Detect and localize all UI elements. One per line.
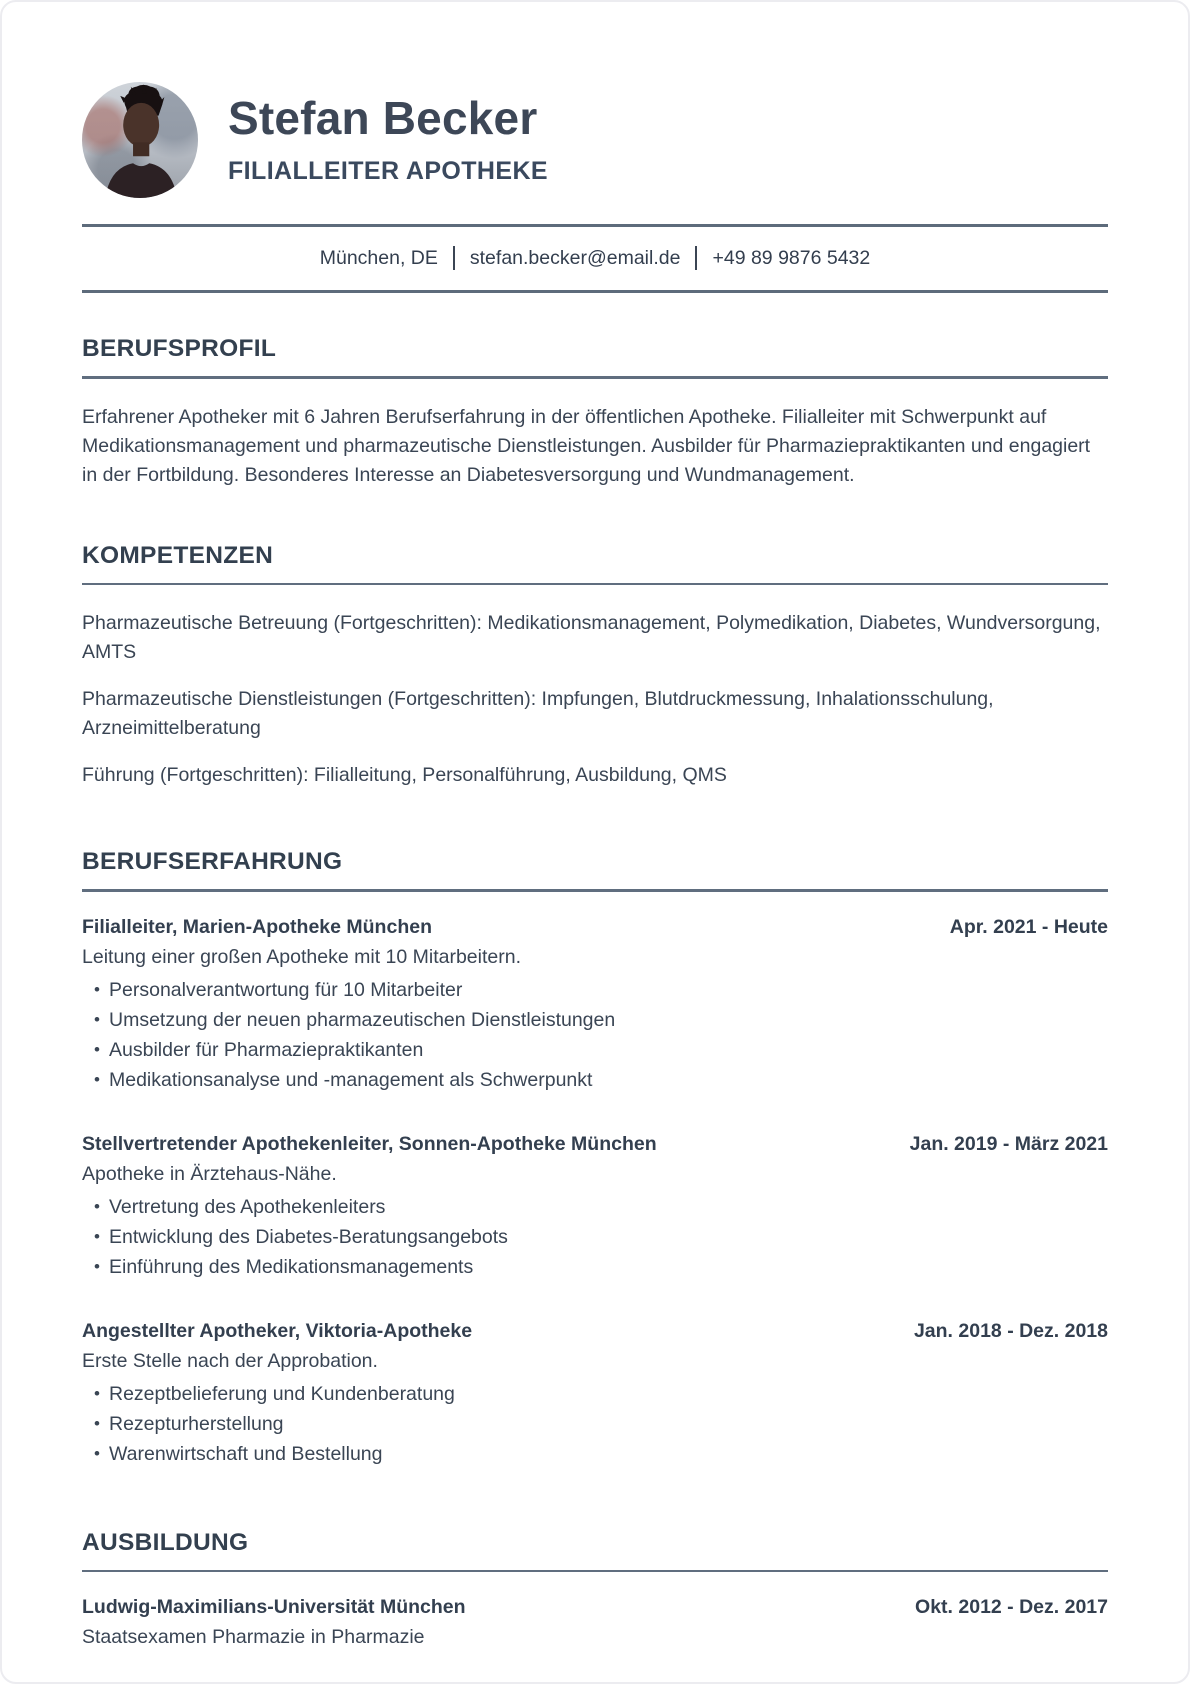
person-name: Stefan Becker	[228, 92, 538, 145]
entry-summary: Leitung einer großen Apotheke mit 10 Mitarbeitern.	[82, 945, 522, 968]
entry-summary: Apotheke in Ärztehaus-Nähe.	[82, 1162, 337, 1185]
section-profile	[82, 335, 1108, 490]
school-degree: Staatsexamen Pharmazie in Pharmazie	[82, 1626, 425, 1648]
section-experience	[82, 848, 1108, 1469]
entry-header	[82, 916, 1108, 939]
bullet-item: • Rezeptbelieferung und Kundenberatung	[82, 1379, 1108, 1409]
entry-header	[82, 1596, 1108, 1619]
person-silhouette	[82, 82, 198, 198]
resume-header	[82, 82, 1108, 198]
bullet-item: • Warenwirtschaft und Bestellung	[82, 1439, 1108, 1469]
entry-dates: Jan. 2019 - März 2021	[909, 1132, 1108, 1155]
profile-heading-rule	[82, 376, 1108, 379]
bullet-item: • Medikationsanalyse und -management als Schwerpunkt	[82, 1065, 1108, 1095]
school-dates: Okt. 2012 - Dez. 2017	[915, 1596, 1108, 1618]
entry-dates: Jan. 2018 - Dez. 2018	[913, 1319, 1108, 1342]
contact-phone: +49 89 9876 5432	[712, 246, 871, 269]
entry-bullets	[82, 1379, 1108, 1469]
experience-heading-rule	[82, 889, 1108, 892]
experience-entry	[82, 1133, 1108, 1282]
bullet-item: • Umsetzung der neuen pharmazeutischen Dienstleistungen	[82, 1005, 1108, 1035]
bullet-item: • Rezepturherstellung	[82, 1409, 1108, 1439]
contact-email: stefan.becker@email.de	[469, 246, 681, 269]
skill-item: Führung (Fortgeschritten): Filialleitung, Personalführung, Ausbildung, QMS	[82, 764, 727, 786]
education-heading: AUSBILDUNG	[82, 1528, 249, 1556]
bullet-item: • Vertretung des Apothekenleiters	[82, 1192, 1108, 1222]
entry-title: Filialleiter, Marien-Apotheke München	[82, 915, 432, 938]
education-heading-rule	[82, 1570, 1108, 1573]
entry-bullets	[82, 1192, 1108, 1282]
entry-dates: Apr. 2021 - Heute	[949, 915, 1108, 938]
section-skills	[82, 542, 1108, 791]
header-divider-bottom	[82, 290, 1108, 293]
contact-location: München, DE	[319, 246, 438, 269]
education-entry	[82, 1596, 1108, 1652]
profile-photo	[82, 82, 198, 198]
skill-item: Pharmazeutische Dienstleistungen (Fortgeschritten): Impfungen, Blutdruckmessung, Inhalationsschulung, Arzneimittelberatung	[82, 688, 994, 739]
school-name: Ludwig-Maximilians-Universität München	[82, 1596, 466, 1618]
bullet-item: • Entwicklung des Diabetes-Beratungsangebots	[82, 1222, 1108, 1252]
entry-title: Angestellter Apotheker, Viktoria-Apotheke	[82, 1319, 473, 1342]
bullet-item: • Ausbilder für Pharmaziepraktikanten	[82, 1035, 1108, 1065]
profile-text: Erfahrener Apotheker mit 6 Jahren Berufserfahrung in der öffentlichen Apotheke. Filialleiter mit Schwerpunkt auf Medikationsmanagement und pharmazeutische Dienstleistungen. Ausbilder für Pharmaziepraktikanten und engagiert in der Fortbildung. Besonderes Interesse an Diabetesversorgung und Wundmanagement.	[82, 405, 1091, 486]
skills-heading-rule	[82, 583, 1108, 586]
entry-title: Stellvertretender Apothekenleiter, Sonnen-Apotheke München	[82, 1132, 657, 1155]
entry-header	[82, 1320, 1108, 1343]
experience-entry	[82, 1320, 1108, 1469]
experience-heading: BERUFSERFAHRUNG	[82, 848, 343, 875]
experience-entry	[82, 916, 1108, 1095]
profile-heading: BERUFSPROFIL	[82, 335, 277, 362]
entry-bullets	[82, 975, 1108, 1095]
entry-header	[82, 1133, 1108, 1156]
skill-item: Pharmazeutische Betreuung (Fortgeschritten): Medikationsmanagement, Polymedikation, Diabetes, Wundversorgung, AMTS	[82, 612, 1101, 663]
header-text	[228, 94, 548, 186]
contact-separator	[695, 246, 697, 270]
section-education	[82, 1529, 1108, 1653]
contact-separator	[453, 246, 455, 270]
skills-heading: KOMPETENZEN	[82, 541, 274, 569]
bullet-item: • Einführung des Medikationsmanagements	[82, 1252, 1108, 1282]
entry-summary: Erste Stelle nach der Approbation.	[82, 1349, 378, 1372]
contact-row	[82, 227, 1108, 290]
person-job-title: FILIALLEITER APOTHEKE	[228, 156, 548, 185]
bullet-item: • Personalverantwortung für 10 Mitarbeiter	[82, 975, 1108, 1005]
